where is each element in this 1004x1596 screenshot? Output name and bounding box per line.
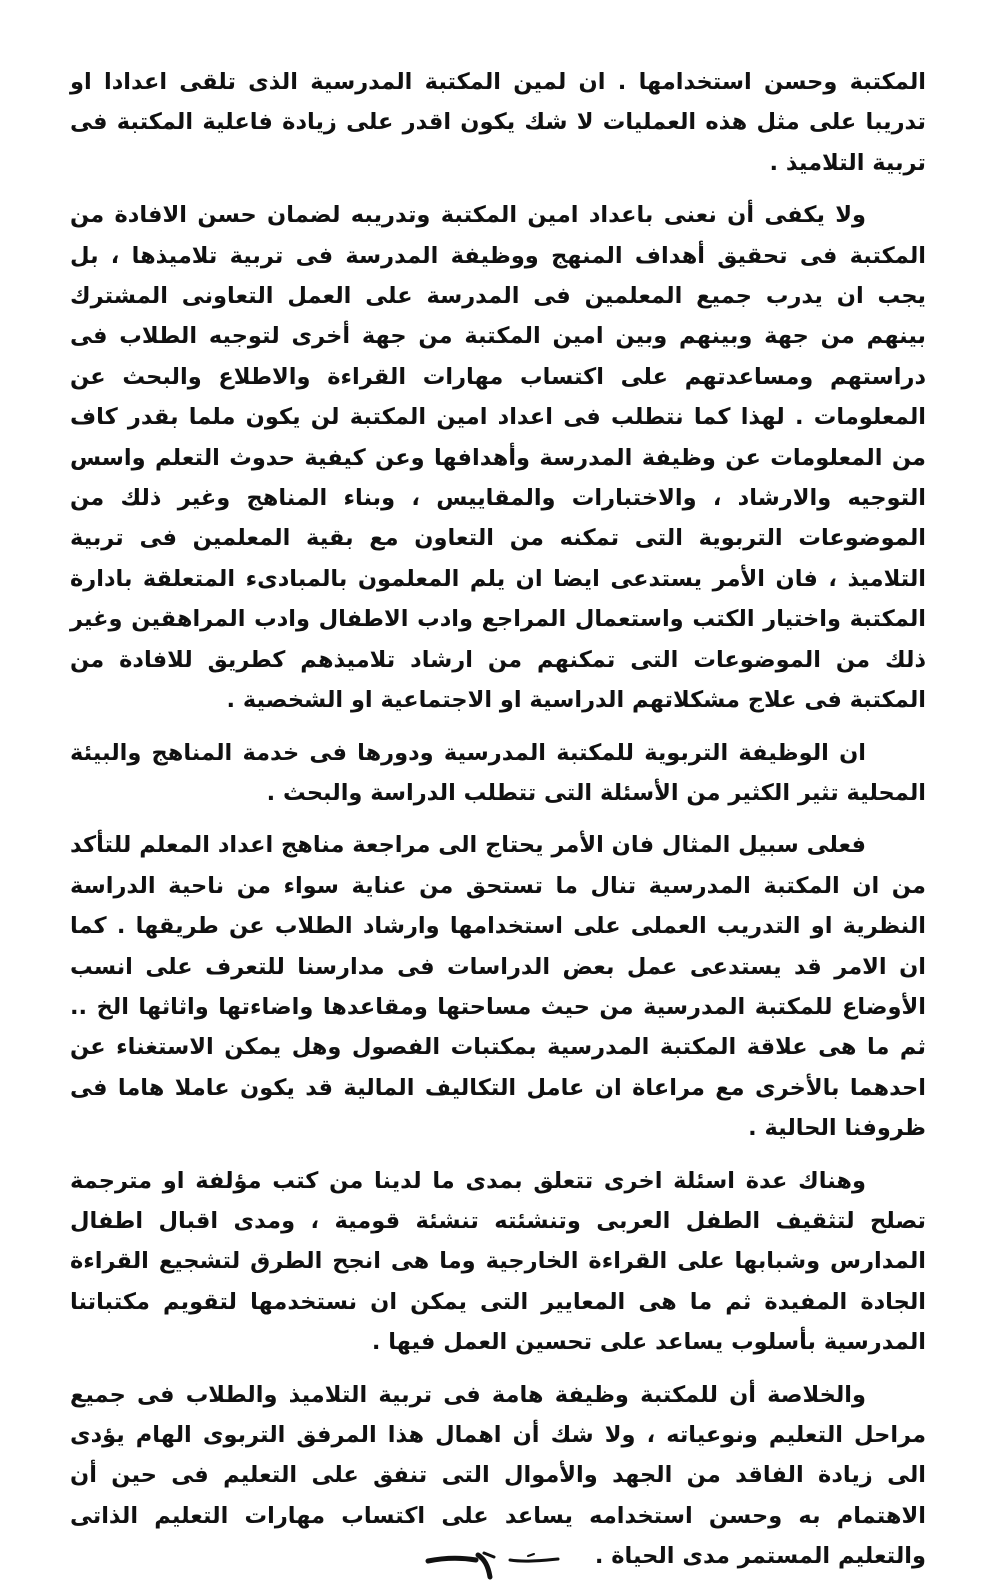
paragraph-3: ان الوظيفة التربوية للمكتبة المدرسية ودورها فى خدمة المناهج والبيئة المحلية تثير الكثير من الأسئلة التى تتطلب الدراسة والبحث .	[70, 739, 926, 806]
paragraph-2: ولا يكفى أن نعنى باعداد امين المكتبة وتدريبه لضمان حسن الافادة من المكتبة فى تحقيق أهداف المنهج ووظيفة المدرسة فى تربية تلاميذها ، بل يجب ان يدرب جميع المعلمين فى المدرسة على العمل التعاونى المشترك بينهم من جهة وبينهم وبين امين المكتبة من جهة أخرى لتوجيه الطلاب فى دراستهم ومساعدتهم على اكتساب مهارات القراءة والاطلاع والبحث عن المعلومات . لهذا كما نتطلب فى اعداد امين المكتبة لن يكون ملما بقدر كاف من المعلومات عن وظيفة المدرسة وأهدافها وعن كيفية حدوث التعلم واسس التوجيه والارشاد ، والاختبارات والمقاييس ، وبناء المناهج وغير ذلك من الموضوعات التربوية التى تمكنه من التعاون مع بقية المعلمين فى تربية التلاميذ ، فان الأمر يستدعى ايضا ان يلم المعلمون بالمبادىء المتعلقة بادارة المكتبة واختيار الكتب واستعمال المراجع وادب الاطفال وادب المراهقين وغير ذلك من الموضوعات التى تمكنهم من ارشاد تلاميذهم كطريق للافادة من المكتبة فى علاج مشكلاتهم الدراسية او الاجتماعية او الشخصية .	[70, 202, 926, 714]
paragraph-5: وهناك عدة اسئلة اخرى تتعلق بمدى ما لدينا من كتب مؤلفة او مترجمة تصلح لتثقيف الطفل العربى وتنشئته تنشئة قومية ، ومدى اقبال اطفال المدارس وشبابها على القراءة الخارجية وما هى انجح الطرق لتشجيع القراءة الجادة المفيدة ثم ما هى المعايير التى يمكن ان نستخدمها لتقويم مكتباتنا المدرسية بأسلوب يساعد على تحسين العمل فيها .	[70, 1167, 926, 1356]
paragraph-1: المكتبة وحسن استخدامها . ان لمين المكتبة المدرسية الذى تلقى اعدادا او تدريبا على مثل هذه العمليات لا شك يكون اقدر على زيادة فاعلية المكتبة فى تربية التلاميذ .	[70, 69, 926, 176]
body-text	[70, 62, 926, 1577]
paragraph-6: والخلاصة أن للمكتبة وظيفة هامة فى تربية التلاميذ والطلاب فى جميع مراحل التعليم ونوعياته ، ولا شك أن اهمال هذا المرفق التربوى الهام يؤدى الى زيادة الفاقد من الجهد والأموال التى تنفق على التعليم فى حين أن الاهتمام به وحسن استخدامه يساعد على اكتساب مهارات التعليم الذاتى والتعليم المستمر مدى الحياة .	[70, 1381, 926, 1570]
page-number-icon	[418, 1545, 588, 1585]
paragraph-4: فعلى سبيل المثال فان الأمر يحتاج الى مراجعة مناهج اعداد المعلم للتأكد من ان المكتبة المدرسية تنال ما تستحق من عناية سواء من ناحية الدراسة النظرية او التدريب العملى على استخدامها وارشاد الطلاب عن طريقها . كما ان الامر قد يستدعى عمل بعض الدراسات فى مدارسنا للتعرف على انسب الأوضاع للمكتبة المدرسية من حيث مساحتها ومقاعدها واضاءتها واثاثها الخ .. ثم ما هى علاقة المكتبة المدرسية بمكتبات الفصول وهل يمكن الاستغناء عن احدهما بالأخرى مع مراعاة ان عامل التكاليف المالية قد يكون عاملا هاما فى ظروفنا الحالية .	[70, 832, 926, 1142]
